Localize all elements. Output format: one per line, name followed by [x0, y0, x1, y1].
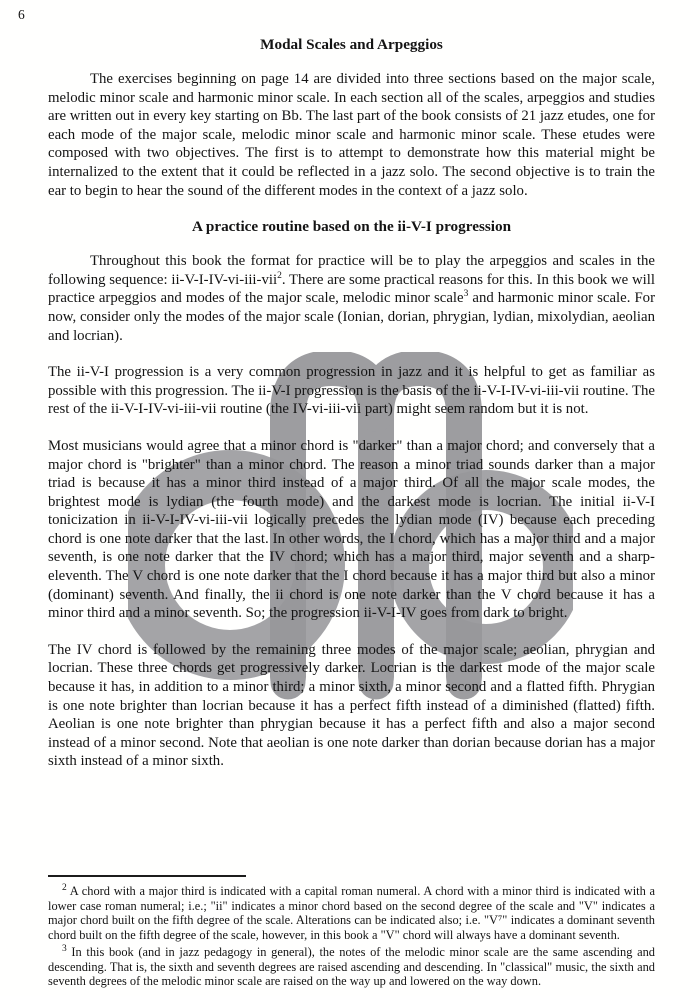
- page-number: 6: [18, 7, 25, 22]
- paragraph-text: . There are some practical reasons for this. In this book we will practice arpeggios and modes of the major scale, melodic minor scale: [48, 271, 655, 307]
- paragraph-practice-sequence: [48, 252, 655, 345]
- paragraph-text: Throughout this book the format for practice will be to play the arpeggios and scales in the following sequence: ii-V-I-IV-vi-iii-vii: [48, 253, 655, 288]
- footnote-ref-2: 2: [277, 270, 282, 281]
- footnote-number: 2: [62, 882, 67, 893]
- footnote-divider: [48, 875, 246, 877]
- footnote-2: [48, 884, 655, 943]
- footnote-ref-3: 3: [463, 289, 469, 300]
- footnote-3: [48, 945, 655, 989]
- page-content: [48, 36, 655, 789]
- paragraph-text: and harmonic minor scale. For now, consider only the modes of the major scale (Ionian, dorian, phrygian, lydian, mixolydian, aeolian and locrian).: [48, 290, 655, 344]
- paragraph-ii-v-i-progression: The ii-V-I progression is a very common progression in jazz and it is helpful to get as familiar as possible with this progression. The ii-V-I progression is the basis of the ii-V-I-IV-vi-iii-vii routine. The rest of the ii-V-I-IV-vi-iii-vii routine (the IV-vi-iii-vii part) might seem random but it is not.: [48, 364, 655, 418]
- paragraph-remaining-modes: The IV chord is followed by the remaining three modes of the major scale; aeolian, phrygian and locrian. These three chords get progressively darker. Locrian is the darkest mode of the major scale because it has, in addition to a minor third; a minor sixth, a minor second and a flatted fifth. Phrygian is one note brighter than locrian because it has a perfect fifth instead of a diminished (flatted) fifth. Aeolian is one note brighter than phrygian because it has a perfect fifth and also a major second instead of a minor second. Note that aeolian is one note darker than dorian because dorian has a major sixth instead of a minor sixth.: [48, 641, 655, 770]
- heading-modal-scales-and-arpeggios: Modal Scales and Arpeggios: [260, 36, 443, 53]
- footnotes-section: [48, 875, 655, 991]
- heading-practice-routine: A practice routine based on the ii-V-I progression: [191, 218, 512, 236]
- footnote-text: In this book (and in jazz pedagogy in general), the notes of the melodic minor scale are the same ascending and descending. That is, the sixth and seventh degrees are raised ascending and descending. In "classical" music, the sixth and seventh degrees of the melodic minor scale are raised on the way up and lowered on the way down.: [48, 944, 655, 989]
- paragraph-dark-vs-bright-chords: Most musicians would agree that a minor chord is "darker" than a major chord; and conversely that a major chord is "brighter" than a minor chord. The reason a minor triad sounds darker than a major triad is because it has a minor third instead of a major third. Of all the major scale modes, the brightest mode is lydian (the fourth mode) and the darkest mode is locrian. The initial ii-V-I tonicization in ii-V-I-IV-vi-iii-vii logically precedes the lydian mode (IV) because each preceding chord is one note darker that the last. In other words, the I chord, which has a major third and a major seventh, is one note darker that the IV chord; which has a major third, major seventh and a sharp-eleventh. The V chord is one note darker that the I chord because it has a major third but also a minor (dominant) seventh. And finally, the ii chord is one note darker than the V chord because it has a minor third and a minor seventh. So; the progression ii-V-I-IV goes from dark to bright.: [48, 437, 655, 622]
- footnote-number: 3: [62, 943, 67, 954]
- footnote-text: A chord with a major third is indicated with a capital roman numeral. A chord with a minor third is indicated with a lower case roman numeral; i.e.; "ii" indicates a minor chord based on the second degree of the scale and "V" indicates a major chord built on the fifth degree of the scale. Alterations can be indicated also; i.e. "V⁷" indicates a dominant seventh chord built on the fifth degree of the scale, however, in this book a "V" chord will always have a dominant seventh.: [48, 884, 655, 943]
- paragraph-exercises-overview: The exercises beginning on page 14 are divided into three sections based on the major scale, melodic minor scale and harmonic minor scale. In each section all of the scales, arpeggios and studies are written out in every key starting on Bb. The last part of the book consists of 21 jazz etudes, one for each mode of the major scale, melodic minor scale and harmonic minor scale. These etudes were composed with two objectives. The first is to attempt to demonstrate how this material might be internalized to the extent that it could be reflected in a jazz solo. The second objective is to train the ear to begin to hear the sound of the different modes in the context of a jazz solo.: [48, 71, 655, 199]
